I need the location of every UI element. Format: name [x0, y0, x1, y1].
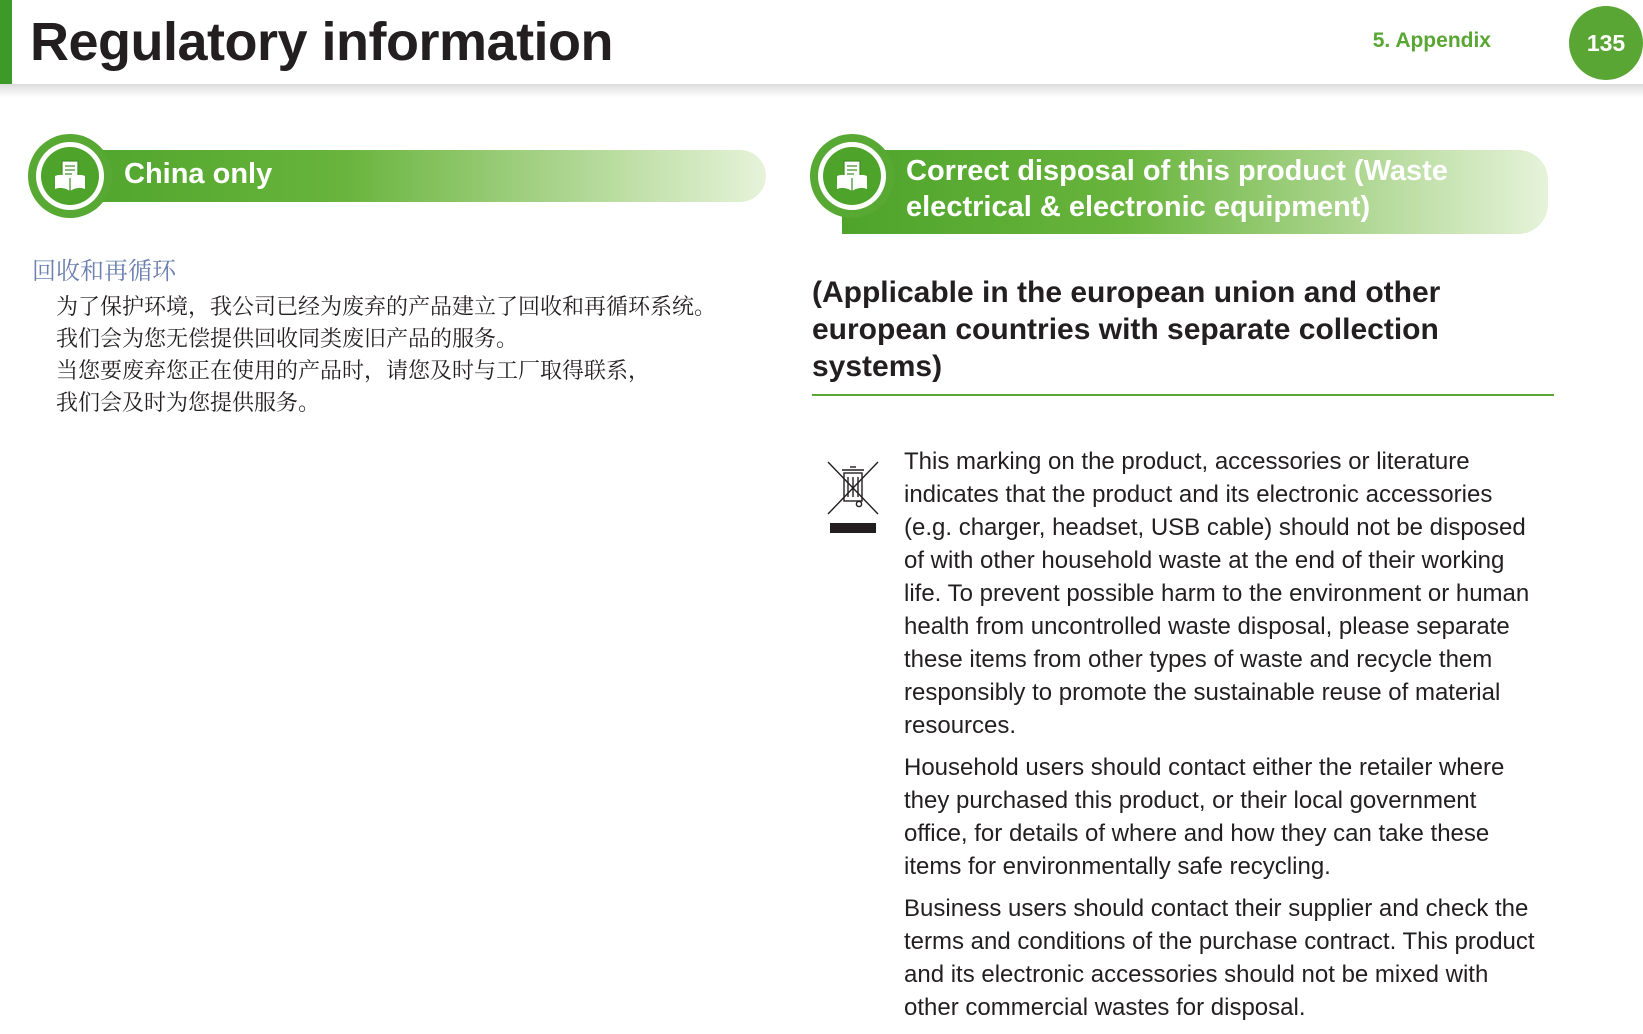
weee-paragraph: Household users should contact either the retailer where they purchased this product, or their local government office, for details of where and how they can take these items for environmentally safe recycling.	[904, 754, 1505, 880]
manual-book-icon	[810, 134, 894, 218]
page-title: Regulatory information	[30, 12, 614, 72]
section-label: 5. Appendix	[1372, 29, 1491, 52]
page-number: 135	[1586, 29, 1626, 56]
applicable-region-title: (Applicable in the european union and other european countries with separate collection systems)	[812, 276, 1441, 383]
section-divider	[812, 394, 1554, 396]
header-accent-bar	[0, 0, 12, 90]
weee-paragraph: Business users should contact their supplier and check the terms and conditions of the purchase contract. This product and its electronic accessories should not be mixed with other commercial wastes for disposal.	[904, 895, 1535, 1021]
manual-book-icon	[28, 134, 112, 218]
china-text-line: 我们会为您无偿提供回收同类废旧产品的服务。	[56, 327, 519, 352]
weee-banner-label-line2: electrical & electronic equipment)	[906, 191, 1371, 223]
weee-paragraph: This marking on the product, accessories or literature indicates that the product and its electronic accessories (e.g. charger, headset, USB cable) should not be disposed of with other household waste at the end of their working life. To prevent possible harm to the environment or human health from uncontrolled waste disposal, please separate these items from other types of waste and recycle them responsibly to promote the sustainable reuse of material resources.	[904, 448, 1530, 739]
china-banner-label: China only	[124, 158, 273, 190]
crossed-out-wheelie-bin-icon	[826, 460, 880, 540]
china-recycling-text	[56, 292, 716, 420]
page-number-badge	[1569, 6, 1643, 80]
weee-instructions	[904, 445, 1544, 1033]
china-text-line: 我们会及时为您提供服务。	[56, 391, 321, 416]
header-divider	[0, 84, 1643, 98]
weee-banner-label-line1: Correct disposal of this product (Waste	[906, 155, 1448, 187]
china-text-line: 为了保护环境，我公司已经为废弃的产品建立了回收和再循环系统。	[56, 295, 717, 320]
china-recycling-heading: 回收和再循环	[32, 257, 176, 285]
china-text-line: 当您要废弃您正在使用的产品时，请您及时与工厂取得联系，	[56, 359, 651, 384]
